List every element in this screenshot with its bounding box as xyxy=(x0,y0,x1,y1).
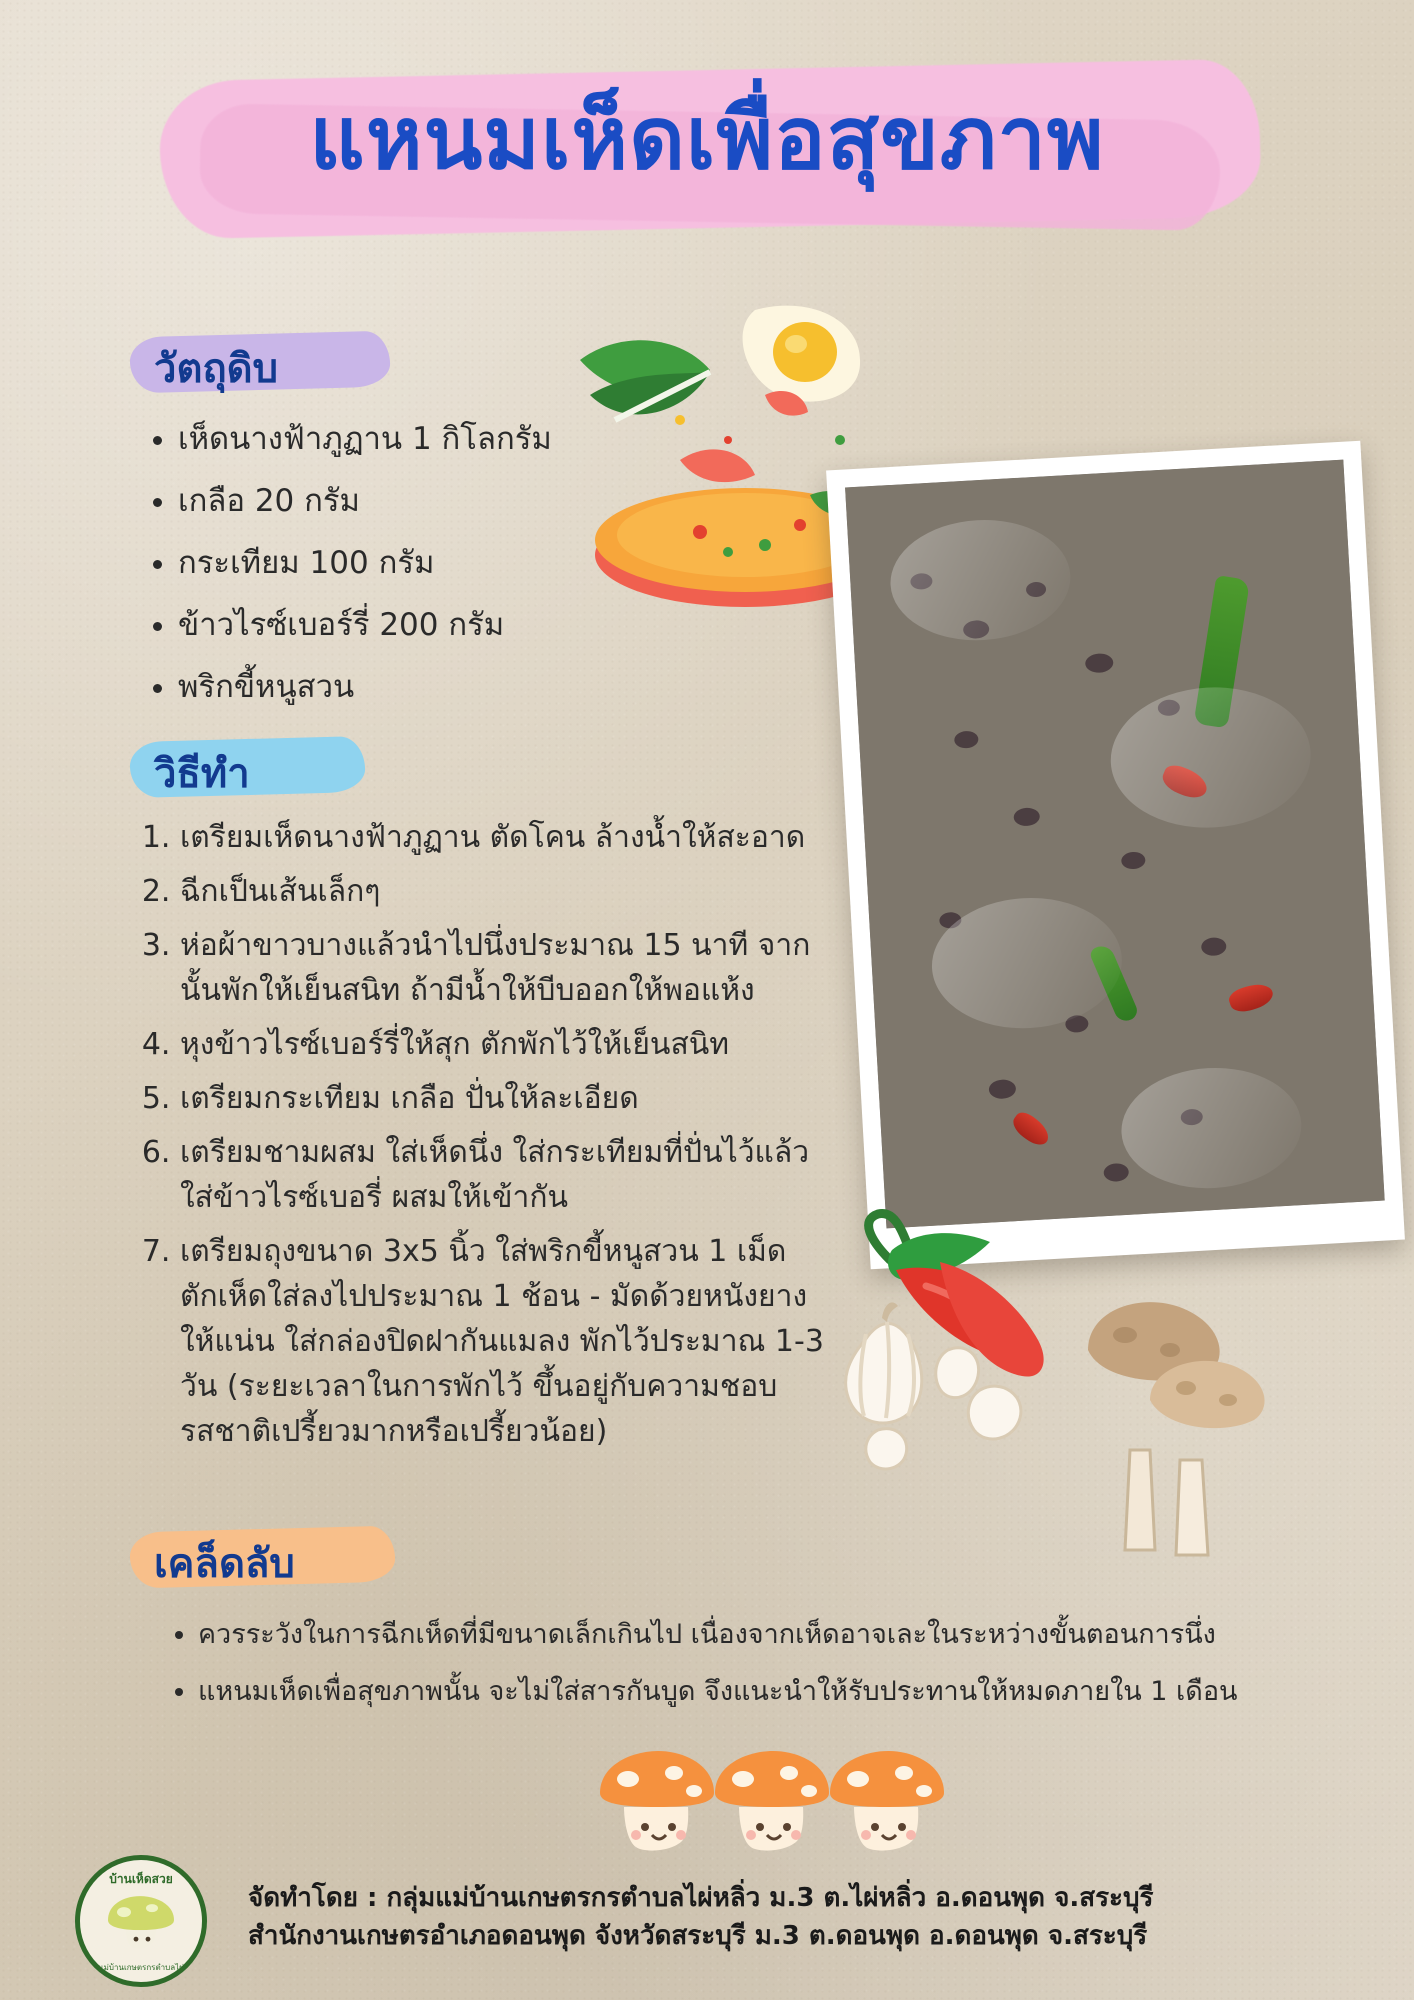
garlic-icon xyxy=(846,1302,1021,1469)
list-item: • ข้าวไรซ์เบอร์รี่ 200 กรัม xyxy=(178,601,740,649)
list-item: • ควรระวังในการฉีกเห็ดที่มีขนาดเล็กเกินไป เนื่องจากเห็ดอาจเละในระหว่างขั้นตอนการนึ่ง xyxy=(198,1615,1290,1656)
method-steps-list xyxy=(128,815,828,1463)
title-block xyxy=(0,52,1414,242)
ingredients-heading-label: วัตถุดิบ xyxy=(154,346,279,392)
footer-line-2: สำนักงานเกษตรอำเภอดอนพุด จังหวัดสระบุรี ม.3 ต.ดอนพุด อ.ดอนพุด จ.สระบุรี xyxy=(248,1920,1148,1951)
list-item: 7. เตรียมถุงขนาด 3x5 นิ้ว ใส่พริกขี้หนูสวน 1 เม็ด ตักเห็ดใส่ลงไปประมาณ 1 ช้อน - มัดด้วยหนังยางให้แน่น ใส่กล่องปิดฝากันแมลง พักไว้ประมาณ 1-3 วัน (ระยะเวลาในการพักไว้ ขึ้นอยู่กับความชอบ รสชาติเปรี้ยวมากหรือเปรี้ยวน้อย) xyxy=(180,1229,828,1454)
page-title: แหนมเห็ดเพื่อสุขภาพ xyxy=(309,89,1105,189)
product-photo xyxy=(845,460,1385,1229)
method-heading-label: วิธีทำ xyxy=(154,751,250,797)
mushroom-icon xyxy=(1088,1302,1265,1555)
list-item: • กระเทียม 100 กรัม xyxy=(178,539,740,587)
ingredients-list xyxy=(140,415,740,725)
list-item: 6. เตรียมชามผสม ใส่เห็ดนึ่ง ใส่กระเทียมที่ปั่นไว้แล้ว ใส่ข้าวไรซ์เบอรี่ ผสมให้เข้ากัน xyxy=(180,1130,828,1220)
tips-list xyxy=(160,1615,1290,1728)
logo-bottom-text: กลุ่มแม่บ้านเกษตรกรตำบลไผ่หลิ่ว xyxy=(83,1963,199,1972)
tips-heading xyxy=(130,1525,450,1589)
logo-mushroom-icon xyxy=(104,1894,178,1950)
logo-top-text: บ้านเห็ดสวย xyxy=(109,1872,173,1886)
list-item: • เกลือ 20 กรัม xyxy=(178,477,740,525)
organization-logo xyxy=(75,1855,207,1987)
product-photo-frame xyxy=(826,441,1405,1270)
method-heading xyxy=(130,735,410,799)
tips-heading-label: เคล็ดลับ xyxy=(154,1541,295,1587)
list-item: 2. ฉีกเป็นเส้นเล็กๆ xyxy=(180,869,828,914)
list-item: • แหนมเห็ดเพื่อสุขภาพนั้น จะไม่ใส่สารกันบูด จึงแนะนำให้รับประทานให้หมดภายใน 1 เดือน xyxy=(198,1672,1290,1713)
list-item: 4. หุงข้าวไรซ์เบอร์รี่ให้สุก ตักพักไว้ให้เย็นสนิท xyxy=(180,1022,828,1067)
mushroom-characters-icon xyxy=(590,1745,950,1855)
list-item: 3. ห่อผ้าขาวบางแล้วนำไปนึ่งประมาณ 15 นาที จากนั้นพักให้เย็นสนิท ถ้ามีน้ำให้บีบออกให้พอแห้ง xyxy=(180,923,828,1013)
list-item: • เห็ดนางฟ้าภูฏาน 1 กิโลกรัม xyxy=(178,415,740,463)
list-item: 1. เตรียมเห็ดนางฟ้าภูฏาน ตัดโคน ล้างน้ำให้สะอาด xyxy=(180,815,828,860)
ingredients-heading xyxy=(130,330,430,394)
list-item: 5. เตรียมกระเทียม เกลือ ปั่นให้ละเอียด xyxy=(180,1076,828,1121)
footer-credits xyxy=(248,1880,1348,1955)
list-item: • พริกขี้หนูสวน xyxy=(178,663,740,711)
footer-line-1: จัดทำโดย : กลุ่มแม่บ้านเกษตรกรตำบลไผ่หลิ่ว ม.3 ต.ไผ่หลิ่ว อ.ดอนพุด จ.สระบุรี xyxy=(248,1883,1154,1913)
